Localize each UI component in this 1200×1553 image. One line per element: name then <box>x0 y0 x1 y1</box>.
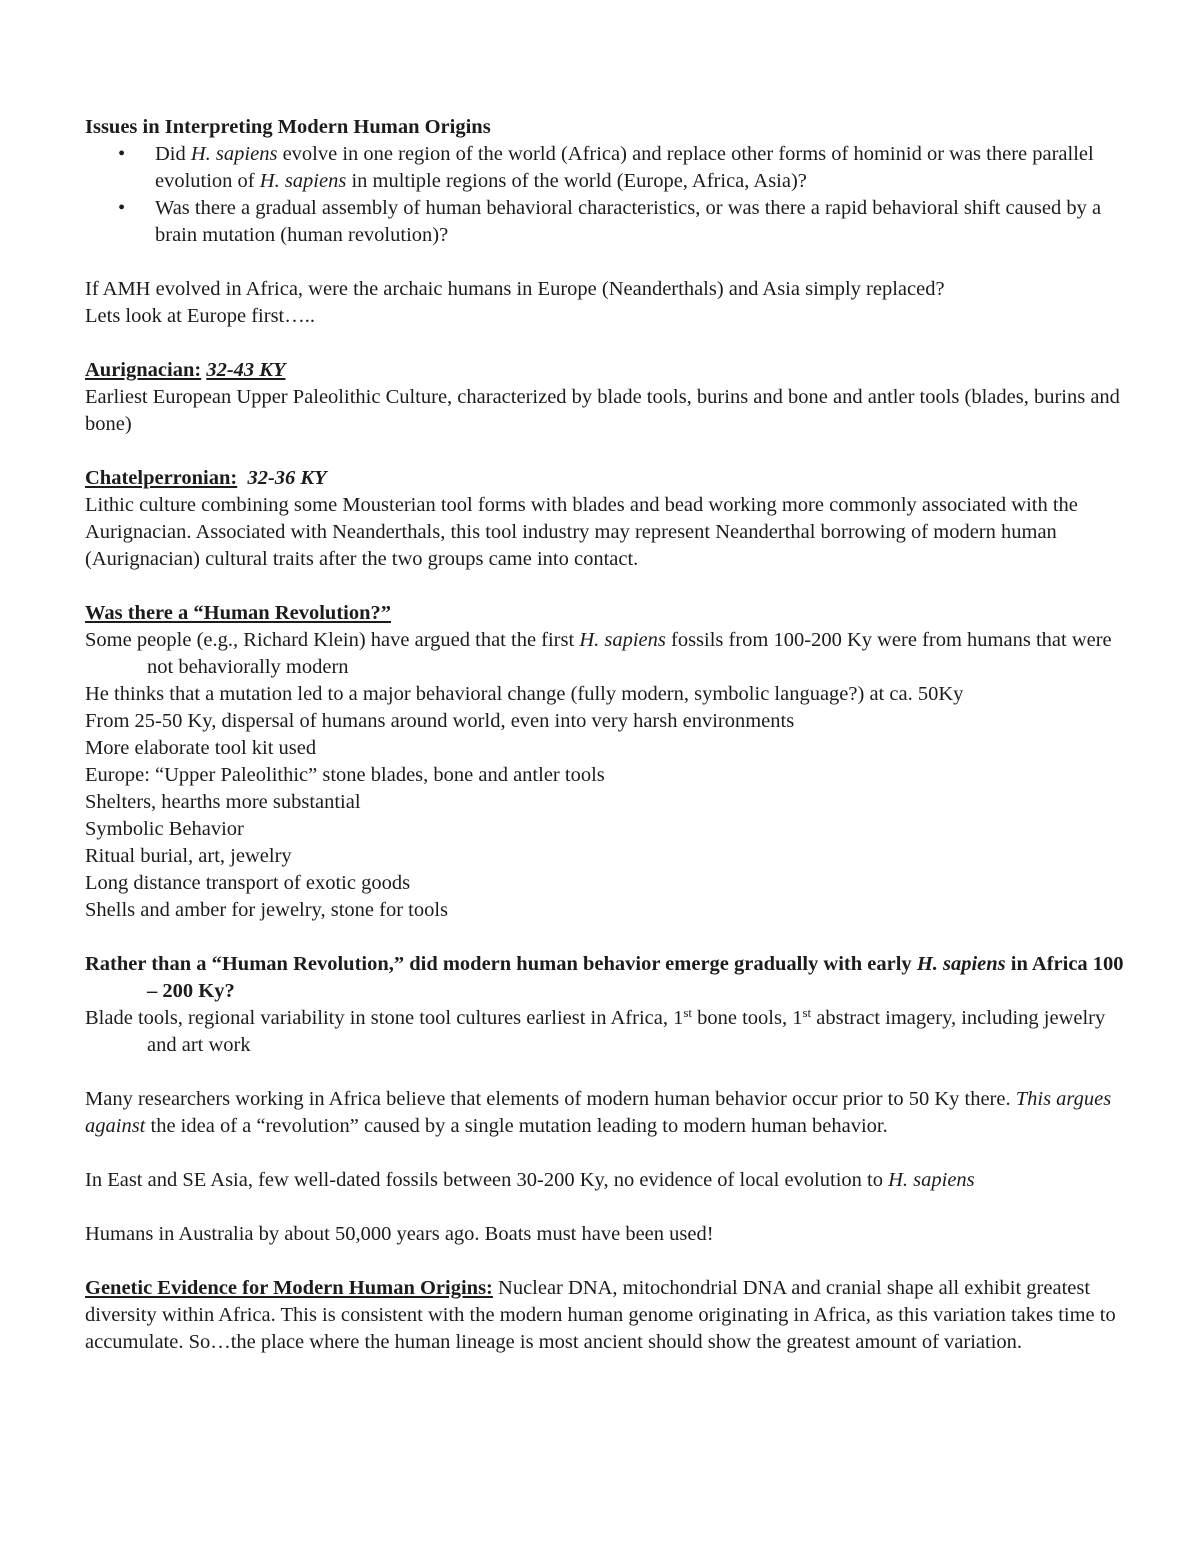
revolution-heading: Was there a “Human Revolution?” <box>85 602 391 624</box>
revolution-line: Long distance transport of exotic goods <box>85 872 411 894</box>
africa-paragraph: Many researchers working in Africa believe that elements of modern human behavior occur prior to 50 Ky there. This argues against the idea of a “revolution” caused by a single mutation leading to modern human behavior. <box>85 1088 1112 1137</box>
aurignacian-date: 32-43 KY <box>206 359 286 381</box>
revolution-line: Europe: “Upper Paleolithic” stone blades, bone and antler tools <box>85 764 605 786</box>
aurignacian-body: Earliest European Upper Paleolithic Culture, characterized by blade tools, burins and bone and antler tools (blades, burins and bone) <box>85 386 1120 435</box>
questions-list <box>85 141 1125 249</box>
list-item: • Did H. sapiens evolve in one region of the world (Africa) and replace other forms of hominid or was there parallel evolution of H. sapiens in multiple regions of the world (Europe, Africa, Asia)? <box>118 143 1094 192</box>
revolution-line: Ritual burial, art, jewelry <box>85 845 292 867</box>
chatelperronian-date: 32-36 KY <box>247 467 327 489</box>
genetic-paragraph: Genetic Evidence for Modern Human Origins: Nuclear DNA, mitochondrial DNA and cranial shape all exhibit greatest diversity within Africa. This is consistent with the modern human genome originating in Africa, as this variation takes time to accumulate. So…the place where the human lineage is most ancient should show the greatest amount of variation. <box>85 1277 1116 1353</box>
bullet-icon: • <box>118 143 126 165</box>
genetic-heading: Genetic Evidence for Modern Human Origins: <box>85 1277 493 1299</box>
asia-paragraph: In East and SE Asia, few well-dated fossils between 30-200 Ky, no evidence of local evolution to H. sapiens <box>85 1169 975 1191</box>
gradual-body: Blade tools, regional variability in stone tool cultures earliest in Africa, 1st bone tools, 1st abstract imagery, including jewelry and art work <box>85 1005 1106 1056</box>
australia-paragraph: Humans in Australia by about 50,000 years ago. Boats must have been used! <box>85 1223 714 1245</box>
revolution-line: He thinks that a mutation led to a major behavioral change (fully modern, symbolic language?) at ca. 50Ky <box>85 683 964 705</box>
intro-transition: Lets look at Europe first….. <box>85 305 316 327</box>
gradual-heading: Rather than a “Human Revolution,” did modern human behavior emerge gradually with early H. sapiens in Africa 100 – 200 Ky? <box>85 953 1124 1002</box>
revolution-line: From 25-50 Ky, dispersal of humans around world, even into very harsh environments <box>85 710 795 732</box>
revolution-line: Shelters, hearths more substantial <box>85 791 361 813</box>
intro-question: If AMH evolved in Africa, were the archaic humans in Europe (Neanderthals) and Asia simply replaced? <box>85 278 945 300</box>
list-item: • Was there a gradual assembly of human behavioral characteristics, or was there a rapid behavioral shift caused by a brain mutation (human revolution)? <box>118 197 1102 246</box>
document-title: Issues in Interpreting Modern Human Origins <box>85 116 491 138</box>
revolution-line: Some people (e.g., Richard Klein) have argued that the first H. sapiens fossils from 100-200 Ky were from humans that were not behaviorally modern <box>85 629 1112 678</box>
aurignacian-heading: Aurignacian: 32-43 KY <box>85 359 286 381</box>
document-page <box>85 114 1125 1356</box>
bullet-icon: • <box>118 197 126 219</box>
revolution-line: Shells and amber for jewelry, stone for tools <box>85 899 449 921</box>
revolution-line: Symbolic Behavior <box>85 818 244 840</box>
chatelperronian-body: Lithic culture combining some Mousterian tool forms with blades and bead working more commonly associated with the Aurignacian. Associated with Neanderthals, this tool industry may represent Neanderthal borrowing of modern human (Aurignacian) cultural traits after the two groups came into contact. <box>85 494 1078 570</box>
revolution-line: More elaborate tool kit used <box>85 737 317 759</box>
chatelperronian-heading: Chatelperronian: 32-36 KY <box>85 467 327 489</box>
